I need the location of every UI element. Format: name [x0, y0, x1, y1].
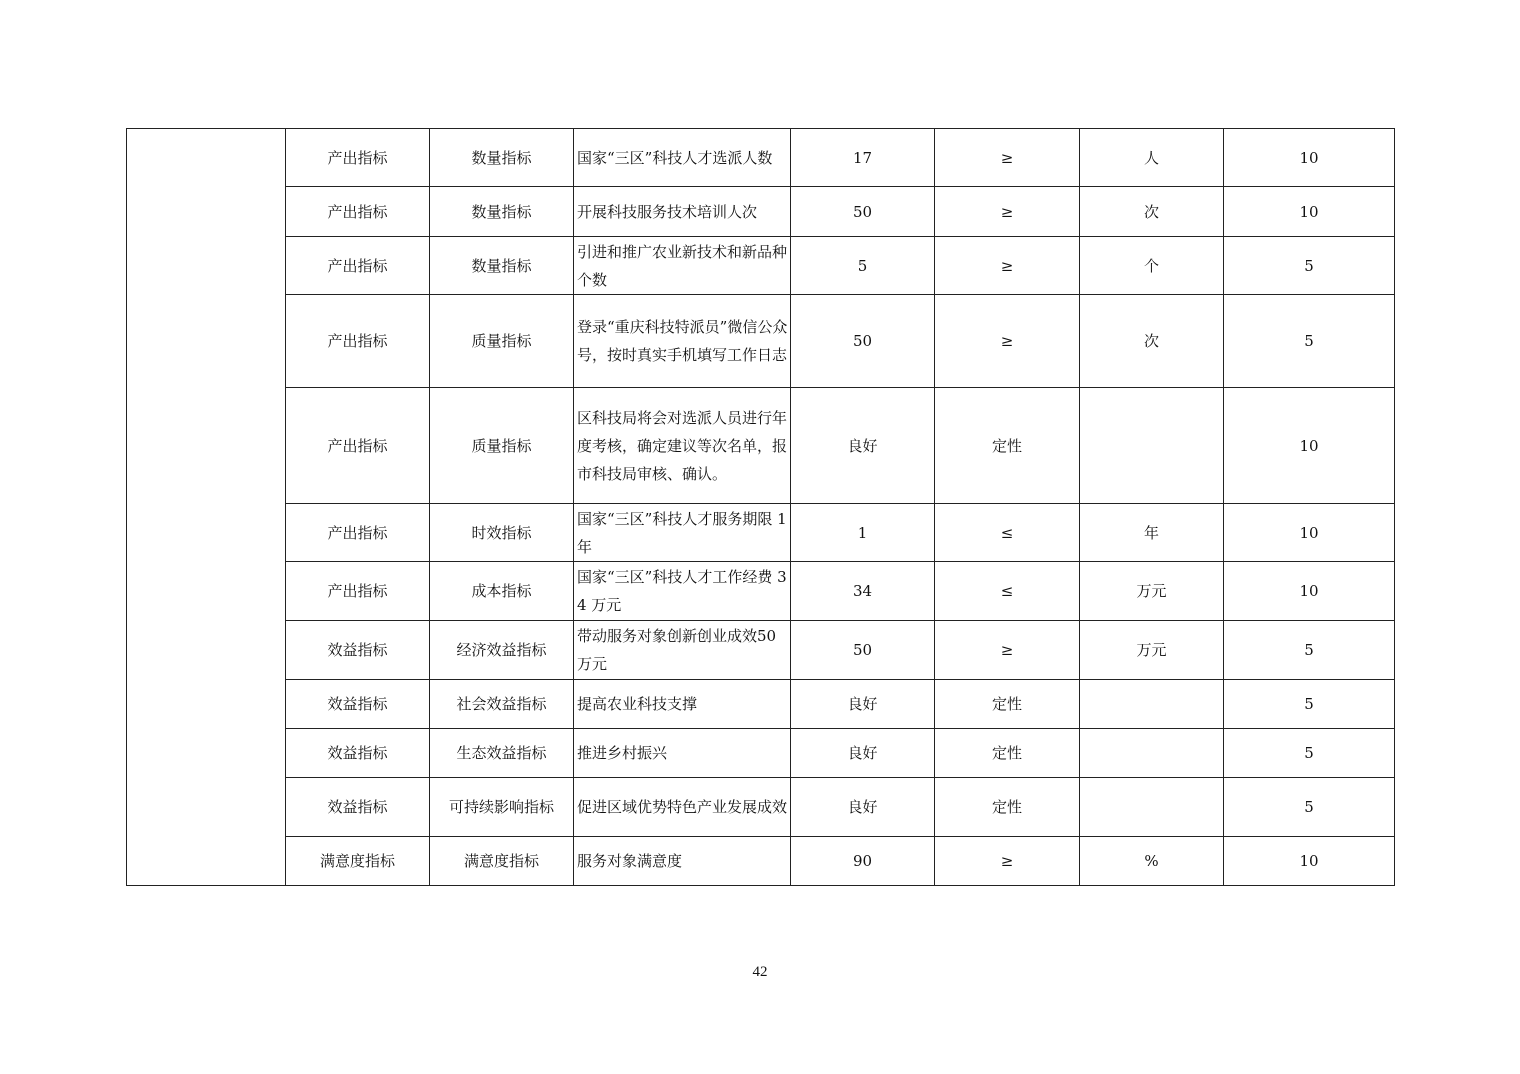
level2-cell: 数量指标: [430, 187, 574, 237]
value-cell: 50: [791, 295, 935, 388]
level2-cell: 时效指标: [430, 504, 574, 562]
table-row: [127, 504, 1395, 562]
unit-cell: 万元: [1080, 562, 1224, 621]
value-cell: 良好: [791, 388, 935, 504]
level2-cell: 数量指标: [430, 237, 574, 295]
unit-cell: [1080, 778, 1224, 837]
score-cell: 10: [1224, 187, 1395, 237]
level1-cell: 产出指标: [286, 504, 430, 562]
value-cell: 5: [791, 237, 935, 295]
table-row: [127, 187, 1395, 237]
level1-cell: 效益指标: [286, 621, 430, 680]
indicator-cell: 国家“三区”科技人才选派人数: [574, 129, 791, 187]
value-cell: 17: [791, 129, 935, 187]
indicator-cell: 开展科技服务技术培训人次: [574, 187, 791, 237]
level2-cell: 数量指标: [430, 129, 574, 187]
score-cell: 5: [1224, 778, 1395, 837]
operator-cell: 定性: [935, 729, 1080, 778]
level2-cell: 经济效益指标: [430, 621, 574, 680]
unit-cell: 次: [1080, 187, 1224, 237]
table-row: [127, 621, 1395, 680]
score-cell: 5: [1224, 680, 1395, 729]
score-cell: 10: [1224, 562, 1395, 621]
indicator-cell: 登录“重庆科技特派员”微信公众号，按时真实手机填写工作日志: [574, 295, 791, 388]
operator-cell: 定性: [935, 388, 1080, 504]
unit-cell: %: [1080, 837, 1224, 886]
level1-cell: 效益指标: [286, 778, 430, 837]
score-cell: 5: [1224, 621, 1395, 680]
level2-cell: 满意度指标: [430, 837, 574, 886]
operator-cell: ≥: [935, 295, 1080, 388]
unit-cell: 次: [1080, 295, 1224, 388]
merged-first-column-cell: [127, 129, 286, 886]
indicator-cell: 国家“三区”科技人才服务期限 1 年: [574, 504, 791, 562]
level2-cell: 可持续影响指标: [430, 778, 574, 837]
value-cell: 良好: [791, 680, 935, 729]
level1-cell: 效益指标: [286, 729, 430, 778]
operator-cell: ≥: [935, 621, 1080, 680]
level1-cell: 满意度指标: [286, 837, 430, 886]
level2-cell: 社会效益指标: [430, 680, 574, 729]
value-cell: 50: [791, 621, 935, 680]
table-row: [127, 562, 1395, 621]
indicator-cell: 引进和推广农业新技术和新品种个数: [574, 237, 791, 295]
score-cell: 10: [1224, 388, 1395, 504]
level2-cell: 生态效益指标: [430, 729, 574, 778]
table-row: [127, 295, 1395, 388]
score-cell: 5: [1224, 729, 1395, 778]
unit-cell: [1080, 729, 1224, 778]
unit-cell: 万元: [1080, 621, 1224, 680]
level1-cell: 产出指标: [286, 129, 430, 187]
indicator-cell: 带动服务对象创新创业成效50万元: [574, 621, 791, 680]
indicator-cell: 促进区域优势特色产业发展成效: [574, 778, 791, 837]
level1-cell: 产出指标: [286, 562, 430, 621]
score-cell: 5: [1224, 295, 1395, 388]
level1-cell: 效益指标: [286, 680, 430, 729]
indicator-cell: 推进乡村振兴: [574, 729, 791, 778]
table-row: [127, 680, 1395, 729]
level2-cell: 质量指标: [430, 388, 574, 504]
unit-cell: 人: [1080, 129, 1224, 187]
indicator-cell: 提高农业科技支撑: [574, 680, 791, 729]
value-cell: 34: [791, 562, 935, 621]
score-cell: 10: [1224, 504, 1395, 562]
value-cell: 良好: [791, 778, 935, 837]
operator-cell: ≥: [935, 837, 1080, 886]
operator-cell: ≥: [935, 237, 1080, 295]
table-row: [127, 129, 1395, 187]
table-row: [127, 778, 1395, 837]
unit-cell: [1080, 388, 1224, 504]
level1-cell: 产出指标: [286, 237, 430, 295]
score-cell: 10: [1224, 129, 1395, 187]
value-cell: 1: [791, 504, 935, 562]
level1-cell: 产出指标: [286, 388, 430, 504]
operator-cell: ≤: [935, 504, 1080, 562]
level1-cell: 产出指标: [286, 295, 430, 388]
operator-cell: 定性: [935, 778, 1080, 837]
performance-indicator-table: [126, 128, 1395, 886]
operator-cell: ≤: [935, 562, 1080, 621]
level2-cell: 成本指标: [430, 562, 574, 621]
level1-cell: 产出指标: [286, 187, 430, 237]
table-row: [127, 837, 1395, 886]
operator-cell: ≥: [935, 187, 1080, 237]
score-cell: 10: [1224, 837, 1395, 886]
operator-cell: 定性: [935, 680, 1080, 729]
page-number: 42: [752, 964, 768, 980]
operator-cell: ≥: [935, 129, 1080, 187]
indicator-cell: 服务对象满意度: [574, 837, 791, 886]
table-row: [127, 729, 1395, 778]
value-cell: 良好: [791, 729, 935, 778]
table-row: [127, 237, 1395, 295]
unit-cell: 个: [1080, 237, 1224, 295]
unit-cell: [1080, 680, 1224, 729]
indicator-cell: 国家“三区”科技人才工作经费 34 万元: [574, 562, 791, 621]
table-body: [127, 129, 1395, 886]
score-cell: 5: [1224, 237, 1395, 295]
indicator-cell: 区科技局将会对选派人员进行年度考核，确定建议等次名单，报市科技局审核、确认。: [574, 388, 791, 504]
value-cell: 50: [791, 187, 935, 237]
table-row: [127, 388, 1395, 504]
unit-cell: 年: [1080, 504, 1224, 562]
level2-cell: 质量指标: [430, 295, 574, 388]
value-cell: 90: [791, 837, 935, 886]
